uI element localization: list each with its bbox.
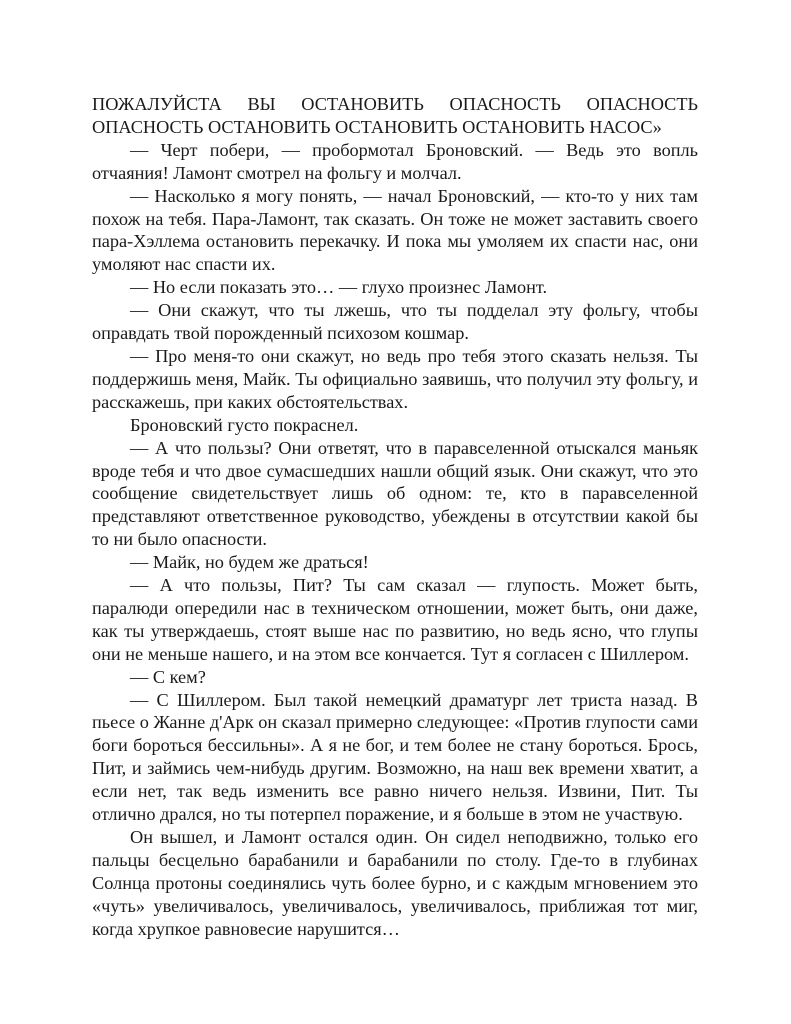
paragraph-bronovsky-cry: — Черт побери, — пробормотал Броновский. — Ведь это вопль отчаяния! Ламонт смотрел на фольгу и молчал. [92, 139, 698, 183]
paragraph-what-use: — А что пользы? Они ответят, что в паравселенной отыскался маньяк вроде тебя и что двое сумасшедших нашли общий язык. Они скажут, что это сообщение свидетельствует лишь об одном: те, кто в паравселенной представляют ответственное руководство, убеждены в отсутствии какой бы то ни было опасности. [92, 437, 698, 550]
paragraph-blushed: Броновский густо покраснел. [130, 414, 359, 435]
paragraph-with-whom: — С кем? [130, 666, 206, 687]
paragraph-schiller: — С Шиллером. Был такой немецкий драматург лет триста назад. В пьесе о Жанне д'Арк он сказал примерно следующее: «Против глупости сами боги бороться бессильны». А я не бог, и тем более не стану бороться. Брось, Пит, и займись чем-нибудь другим. Возможно, на наш век времени хватит, а если нет, так ведь изменить все равно ничего нельзя. Извини, Пит. Ты отлично дрался, но ты потерпел поражение, и я больше в этом не участвую. [92, 689, 698, 825]
paragraph-para-lamont: — Насколько я могу понять, — начал Броновский, — кто-то у них там похож на тебя. Пара-Ламонт, так сказать. Он тоже не может заставить своего пара-Хэллема остановить перекачку. И пока мы умоляем их спасти нас, они умоляют нас спасти их. [92, 185, 698, 275]
paragraph-ending: Он вышел, и Ламонт остался один. Он сидел неподвижно, только его пальцы бесцельно барабанили и барабанили по столу. Где-то в глубинах Солнца протоны соединялись чуть более бурно, и с каждым мгновением это «чуть» увеличивалось, увеличивалось, увеличивалось, приближая тот миг, когда хрупкое равновесие нарушится… [92, 827, 698, 939]
paragraph-they-say-lie: — Они скажут, что ты лжешь, что ты подделал эту фольгу, чтобы оправдать твой порожденный психозом кошмар. [92, 300, 698, 344]
paragraph-support-me: — Про меня-то они скажут, но ведь про тебя этого сказать нельзя. Ты поддержишь меня, Майк. Ты официально заявишь, что получил эту фольгу, и расскажешь, при каких обстоятельствах. [92, 345, 698, 412]
paragraph-stupidity: — А что пользы, Пит? Ты сам сказал — глупость. Может быть, паралюди опередили нас в техническом отношении, может быть, они даже, как ты утверждаешь, стоят выше нас по развитию, но ведь ясно, что глупы они не меньше нашего, и на этом все кончается. Тут я согласен с Шиллером. [92, 575, 698, 664]
paragraph-message-ending: ПОЖАЛУЙСТА ВЫ ОСТАНОВИТЬ ОПАСНОСТЬ ОПАСНОСТЬ ОПАСНОСТЬ ОСТАНОВИТЬ ОСТАНОВИТЬ ОСТАНОВИТЬ НАСОС» [92, 94, 698, 137]
paragraph-show-this: — Но если показать это… — глухо произнес Ламонт. [130, 277, 548, 298]
paragraph-fight: — Майк, но будем же драться! [130, 552, 369, 573]
document-page [92, 93, 698, 941]
